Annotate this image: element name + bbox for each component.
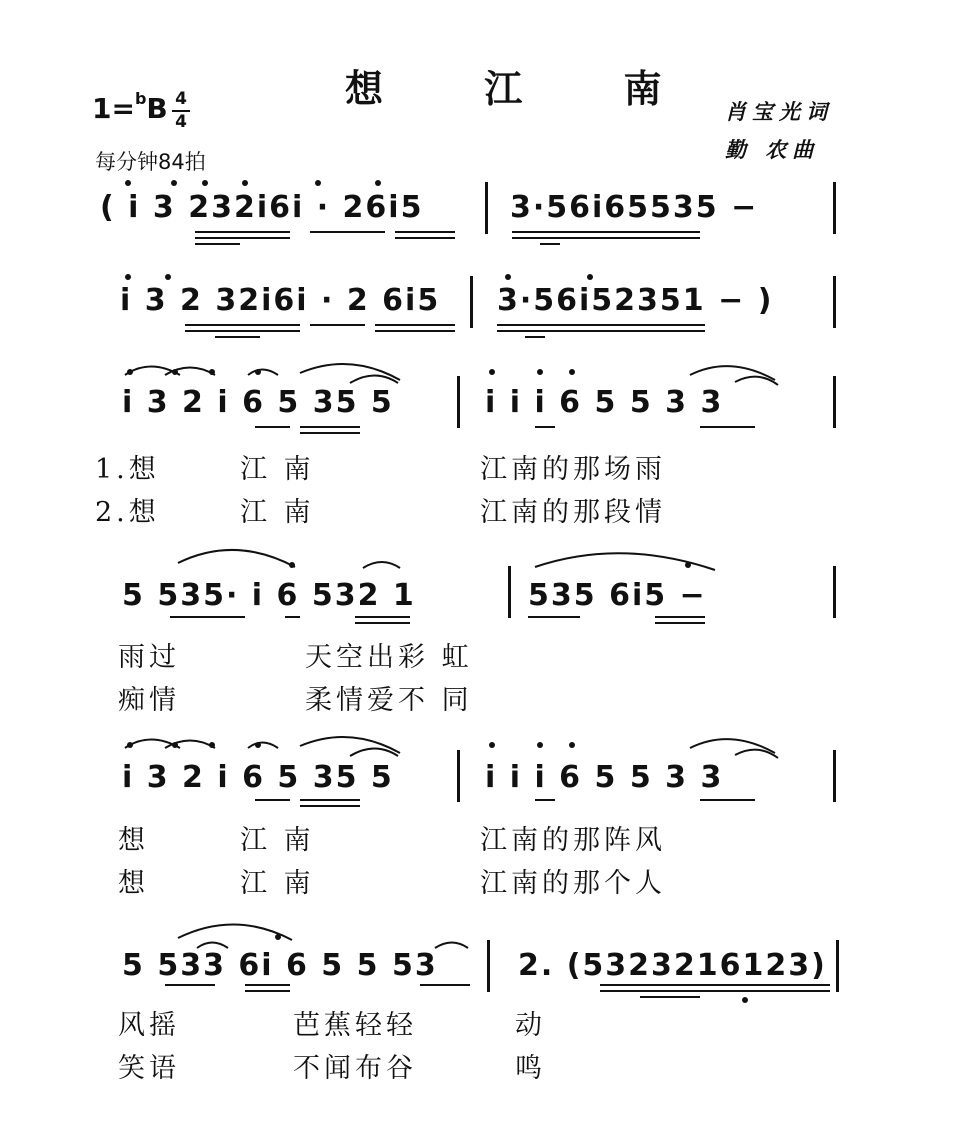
lyric-v1: 江 南 [240,454,315,485]
key-note: B [146,92,168,125]
lyric-v1: 动 [515,1010,546,1041]
octave-dot [209,369,215,375]
beam [255,427,360,433]
line-2-measure-2: 3·56i52351 − ) [497,283,774,318]
lyric-v1: 风摇 [118,1010,180,1041]
octave-dot [172,742,178,748]
lyric-v1: 雨过 [118,642,180,673]
octave-dot [375,180,381,186]
octave-dot [165,274,171,280]
composer-credit: 勤 农曲 [725,137,820,162]
slur [197,943,228,949]
lyric-v1: 江 南 [240,825,315,856]
octave-dot [742,997,748,1003]
line-6-measure-1: 5 533 6i 6 5 5 53 [122,948,438,983]
octave-dot [242,180,248,186]
octave-dot [505,274,511,280]
lyric-v2: 笑语 [118,1053,180,1084]
line-1-measure-1: ( i 3 232i6i · 26i5 [100,190,424,225]
beam [255,800,360,806]
lyric-v1: 1.想 [95,454,160,485]
beam [195,232,455,244]
octave-dot [202,180,208,186]
lyric-v2: 鸣 [515,1053,546,1084]
line-2-measure-1: i 3 2 32i6i · 2 6i5 [120,283,441,318]
slur [178,550,295,567]
octave-dot [125,274,131,280]
beam [600,985,830,997]
key-prefix: 1= [92,92,135,125]
line-3-measure-2: i i i 6 5 5 3 3 [485,385,724,420]
lyric-v2: 痴情 [118,685,180,716]
slur [178,924,292,940]
slur [248,370,278,376]
song-title: 想 江 南 [345,66,706,111]
octave-dot [569,369,575,375]
beam [512,232,700,244]
octave-dot [171,180,177,186]
beam [497,325,705,337]
beam [170,617,410,623]
octave-dot [315,180,321,186]
octave-dot [209,742,215,748]
octave-dot [127,369,133,375]
lyric-v1: 天空出彩 虹 [305,642,473,673]
lyric-v2: 江南的那个人 [480,868,666,899]
lyric-v1: 想 [118,825,149,856]
line-5-measure-2: i i i 6 5 5 3 3 [485,760,724,795]
lyric-v1: 江南的那场雨 [480,454,666,485]
line-3-measure-1: i 3 2 i 6 5 35 5 [122,385,394,420]
beam [185,325,455,337]
time-top: 4 [175,89,187,109]
octave-dot [489,369,495,375]
line-5-measure-1: i 3 2 i 6 5 35 5 [122,760,394,795]
slur [350,376,398,384]
octave-dot [275,934,281,940]
flat-sign: b [134,88,147,108]
slur [363,562,400,568]
octave-dot [172,369,178,375]
lyricist-credit: 肖宝光词 [725,99,833,124]
beam [528,617,705,623]
time-bottom: 4 [175,112,187,132]
slur [248,743,278,749]
lyric-v2: 不闻布谷 [293,1053,417,1084]
octave-dot [587,274,593,280]
octave-dot [125,180,131,186]
line-6-measure-2: 2. (5323216123) [518,948,827,983]
beam [165,985,470,991]
lyric-v2: 江 南 [240,868,315,899]
slur [350,749,398,757]
octave-dot [289,562,295,568]
line-1-measure-2: 3·56i65535 − [510,190,759,225]
octave-dot [255,742,261,748]
lyric-v2: 江 南 [240,497,315,528]
octave-dot [569,742,575,748]
lyric-v2: 江南的那段情 [480,497,666,528]
lyric-v1: 江南的那阵风 [480,825,666,856]
octave-dot [537,369,543,375]
octave-dot [537,742,543,748]
tempo-marking: 每分钟84拍 [95,150,206,174]
lyric-v2: 柔情爱不 同 [305,685,473,716]
slur [435,943,468,949]
lyric-v2: 2.想 [95,497,160,528]
lyric-v2: 想 [118,868,149,899]
octave-dot [127,742,133,748]
octave-dot [255,369,261,375]
octave-dot [685,562,691,568]
octave-dot [489,742,495,748]
lyric-v1: 芭蕉轻轻 [293,1010,417,1041]
line-4-measure-2: 535 6i5 − [528,578,707,613]
line-4-measure-1: 5 535· i 6 532 1 [122,578,416,613]
